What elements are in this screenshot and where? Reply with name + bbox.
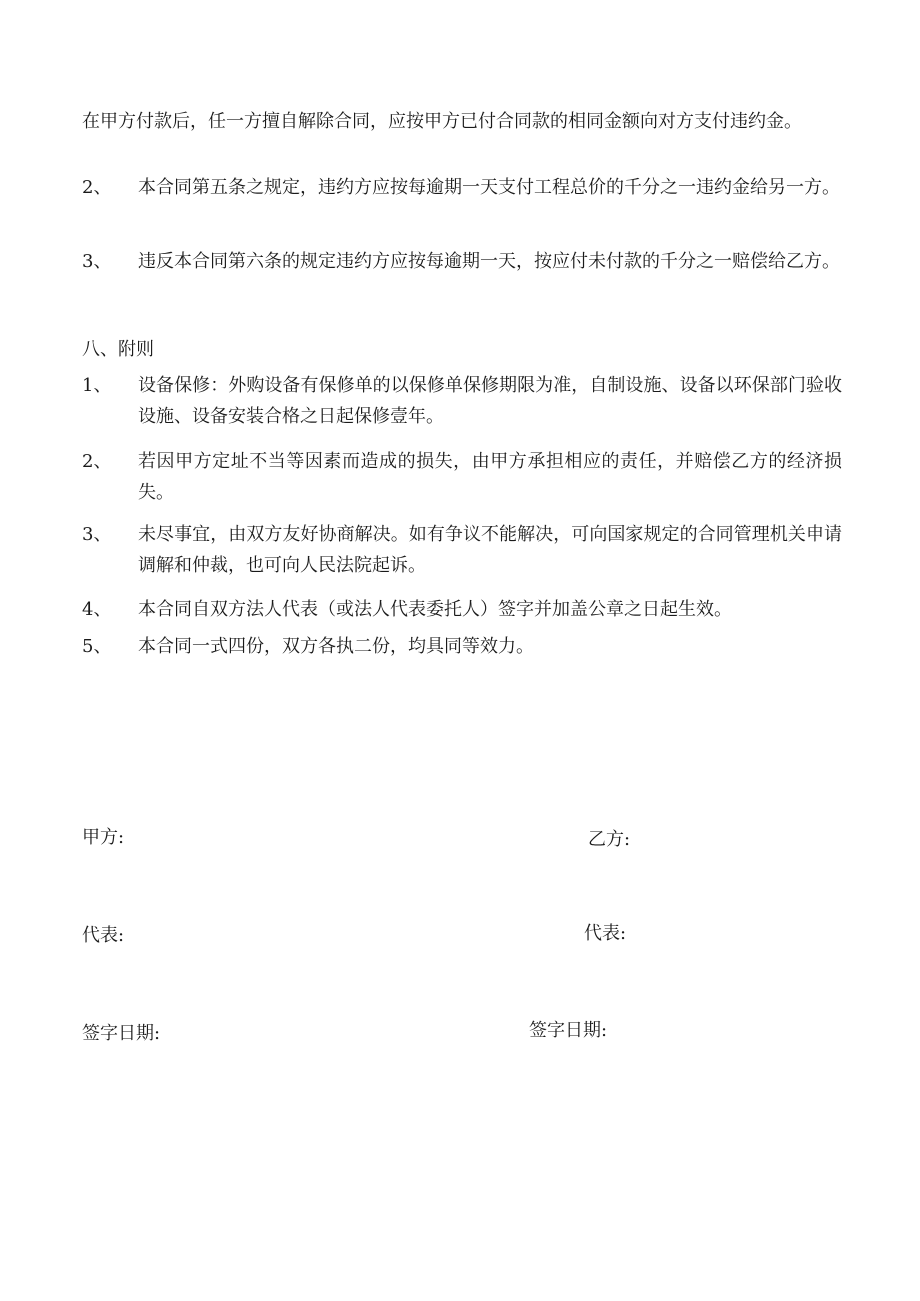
item-text: 本合同自双方法人代表（或法人代表委托人）签字并加盖公章之日起生效。	[138, 599, 732, 620]
appendix-item-5	[82, 631, 842, 662]
item-text: 若因甲方定址不当等因素而造成的损失，由甲方承担相应的责任，并赔偿乙方的经济损失。	[138, 451, 842, 503]
penalty-item-2	[82, 172, 842, 203]
appendix-item-3	[82, 519, 842, 581]
item-number: 1、	[82, 375, 112, 396]
item-text: 本合同一式四份，双方各执二份，均具同等效力。	[138, 636, 534, 657]
intro-paragraph: 在甲方付款后，任一方擅自解除合同，应按甲方已付合同款的相同金额向对方支付违约金。	[82, 111, 802, 132]
appendix-item-1	[82, 370, 842, 432]
appendix-item-2	[82, 446, 842, 508]
item-number: 2、	[82, 451, 112, 472]
appendix-item-4	[82, 594, 842, 625]
item-number: 4、	[82, 599, 112, 620]
item-number: 3、	[82, 251, 112, 272]
item-text: 本合同第五条之规定，违约方应按每逾期一天支付工程总价的千分之一违约金给另一方。	[138, 177, 840, 198]
party-a-sign-date-label: 签字日期:	[82, 1023, 161, 1044]
party-b-label: 乙方:	[588, 829, 631, 850]
item-number: 3、	[82, 524, 112, 545]
section-heading-appendix: 八、附则	[82, 339, 154, 360]
item-number: 2、	[82, 177, 112, 198]
party-a-label: 甲方:	[82, 827, 125, 848]
item-text: 未尽事宜，由双方友好协商解决。如有争议不能解决，可向国家规定的合同管理机关申请调解和仲裁，也可向人民法院起诉。	[138, 524, 842, 576]
penalty-item-3	[82, 246, 842, 277]
party-b-representative-label: 代表:	[584, 923, 627, 944]
party-b-sign-date-label: 签字日期:	[529, 1020, 608, 1041]
item-number: 5、	[82, 636, 112, 657]
item-text: 设备保修：外购设备有保修单的以保修单保修期限为准，自制设施、设备以环保部门验收设施、设备安装合格之日起保修壹年。	[138, 375, 842, 427]
party-a-representative-label: 代表:	[82, 925, 125, 946]
item-text: 违反本合同第六条的规定违约方应按每逾期一天，按应付未付款的千分之一赔偿给乙方。	[138, 251, 840, 272]
